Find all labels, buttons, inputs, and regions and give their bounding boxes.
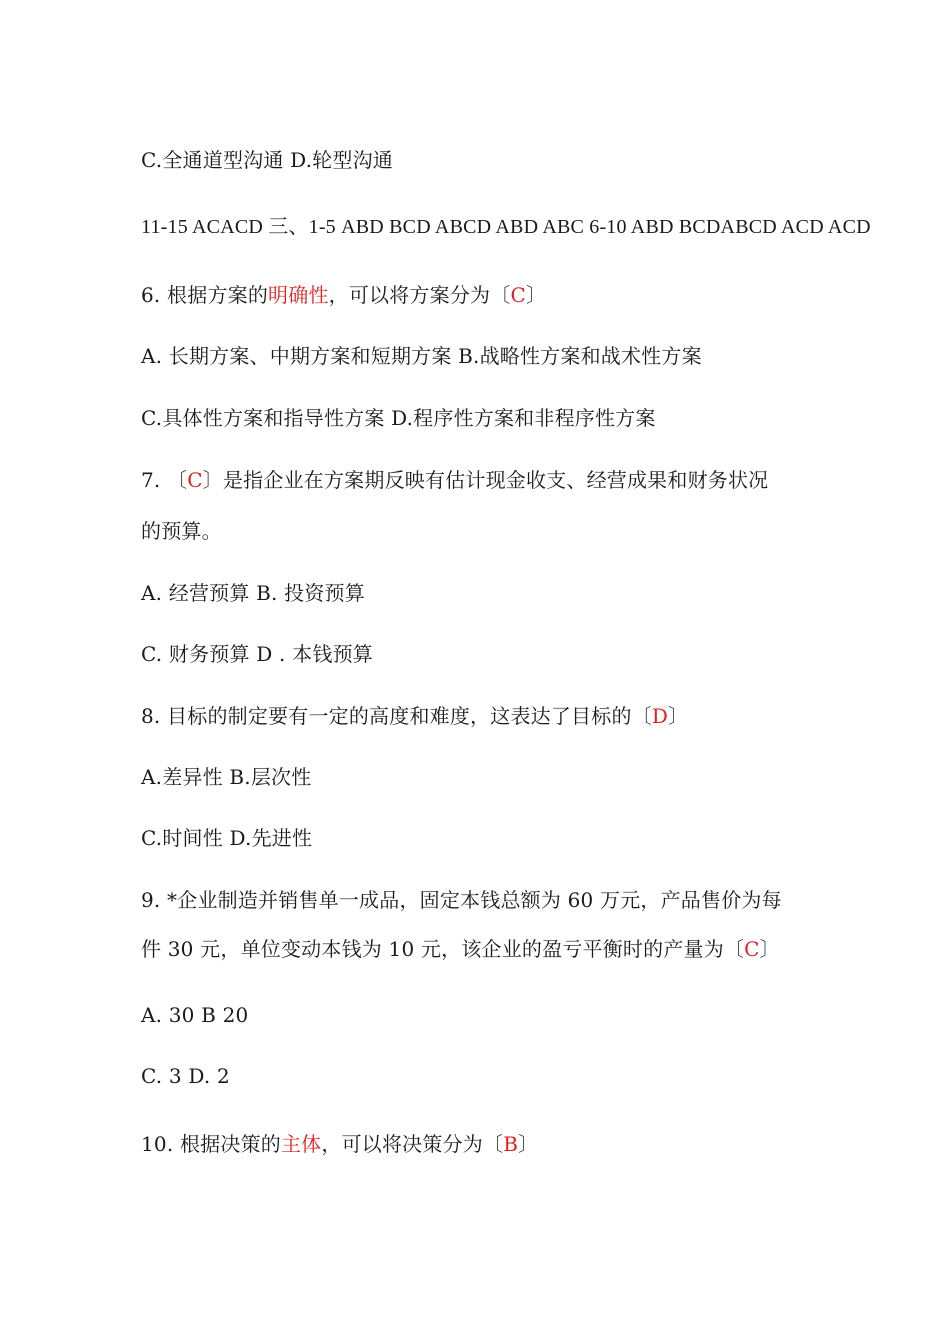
line-text: A.差异性 B.层次性 xyxy=(141,765,312,789)
option-line xyxy=(141,1001,248,1029)
line-text: 的预算。 xyxy=(141,519,222,543)
question-line xyxy=(141,886,782,914)
line-text: 〕 xyxy=(525,283,547,307)
line-text: 件 30 元，单位变动本钱为 10 元，该企业的盈亏平衡时的产量为〔 xyxy=(141,937,745,961)
line-text: C.全通道型沟通 D.轮型沟通 xyxy=(141,148,393,172)
line-text: A. 经营预算 B. 投资预算 xyxy=(141,581,365,605)
line-text: ，可以将方案分为〔 xyxy=(328,283,511,307)
line-text: A. 30 B 20 xyxy=(141,1003,249,1027)
question-line xyxy=(141,517,222,545)
option-line xyxy=(141,342,702,370)
option-line xyxy=(141,763,311,791)
option-line xyxy=(141,579,365,607)
line-text: C.具体性方案和指导性方案 D.程序性方案和非程序性方案 xyxy=(141,406,656,430)
highlighted-text: C xyxy=(187,468,203,492)
question-line xyxy=(141,702,688,730)
option-line xyxy=(141,824,312,852)
highlighted-text: 明确性 xyxy=(268,283,329,307)
line-text: C.时间性 D.先进性 xyxy=(141,826,313,850)
line-text: 9. *企业制造并销售单一成品，固定本钱总额为 60 万元，产品售价为每 xyxy=(141,888,782,912)
highlighted-text: C xyxy=(744,937,760,961)
line-text: 〕是指企业在方案期反映有估计现金收支、经营成果和财务状况 xyxy=(202,468,769,492)
line-text: 7. 〔 xyxy=(141,468,188,492)
option-line xyxy=(141,640,373,668)
line-text: ，可以将决策分为〔 xyxy=(321,1132,504,1156)
answer-key-line xyxy=(141,213,871,241)
line-text: 10. 根据决策的 xyxy=(141,1132,281,1156)
option-line xyxy=(141,404,656,432)
line-text: 8. 目标的制定要有一定的高度和难度，这表达了目标的〔 xyxy=(141,704,652,728)
line-text: 〕 xyxy=(668,704,689,728)
line-text: C. 3 D. 2 xyxy=(141,1064,230,1088)
line-text: C. 财务预算 D . 本钱预算 xyxy=(141,642,373,666)
line-text: 11-15 ACACD 三、1-5 ABD BCD ABCD ABD ABC 6-10 ABD BCDABCD ACD ACD xyxy=(141,216,871,238)
highlighted-text: B xyxy=(503,1132,519,1156)
question-line xyxy=(141,281,546,309)
line-text: 〕 xyxy=(759,937,780,961)
question-line xyxy=(141,466,768,494)
option-line xyxy=(141,1062,230,1090)
line-text: 〕 xyxy=(518,1132,539,1156)
line-text: 6. 根据方案的 xyxy=(141,283,269,307)
question-line xyxy=(141,935,780,963)
highlighted-text: 主体 xyxy=(280,1132,322,1156)
highlighted-text: D xyxy=(651,704,669,728)
highlighted-text: C xyxy=(510,283,526,307)
option-line xyxy=(141,146,393,174)
question-line xyxy=(141,1130,538,1158)
line-text: A. 长期方案、中期方案和短期方案 B.战略性方案和战术性方案 xyxy=(141,344,702,368)
